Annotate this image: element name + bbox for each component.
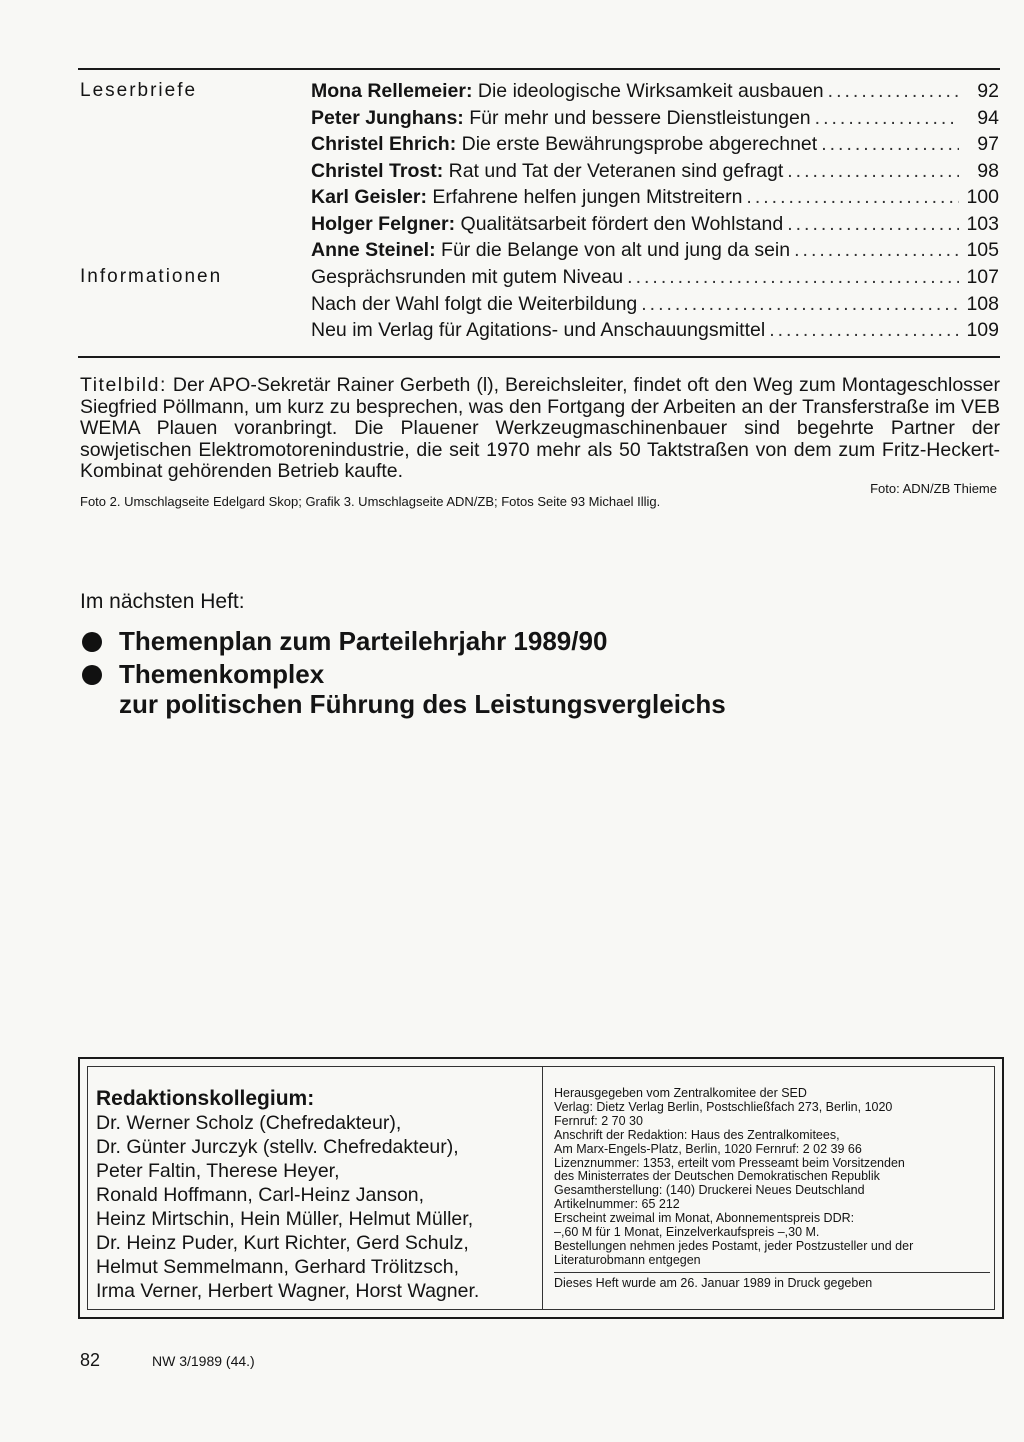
toc-leader-dots <box>815 107 959 130</box>
toc-entry-title: Qualitätsarbeit fördert den Wohlstand <box>460 212 784 235</box>
issue-reference: NW 3/1989 (44.) <box>152 1353 255 1369</box>
toc-entry <box>311 266 999 293</box>
next-issue-item <box>80 659 726 719</box>
toc-entry-author: Mona Rellemeier: <box>311 80 473 102</box>
toc-entry-author: Peter Junghans: <box>311 106 464 129</box>
toc-entry <box>311 160 999 187</box>
toc-entry-author: Karl Geisler: <box>311 186 427 208</box>
editorial-board-line: Irma Verner, Herbert Wagner, Horst Wagner. <box>96 1280 480 1302</box>
toc-entry <box>311 133 999 160</box>
imprint-line: Verlag: Dietz Verlag Berlin, Postschließfach 273, Berlin, 1020 <box>554 1099 893 1114</box>
toc-entry <box>311 186 999 213</box>
toc-entry-title: Nach der Wahl folgt die Weiterbildung <box>311 292 638 315</box>
imprint-separator <box>554 1272 990 1273</box>
toc-entry-text <box>311 319 765 342</box>
bullet-icon <box>82 632 102 652</box>
toc-leader-dots <box>794 239 959 262</box>
toc-entry-text <box>311 213 783 236</box>
toc-entry-page: 109 <box>966 319 999 341</box>
caption-rule <box>78 356 1000 358</box>
section-label-leserbriefe: Leserbriefe <box>80 80 198 101</box>
imprint-line: Anschrift der Redaktion: Haus des Zentralkomitees, <box>554 1127 840 1142</box>
toc-entry-title: Die ideologische Wirksamkeit ausbauen <box>477 80 824 102</box>
toc-entry-page: 103 <box>966 212 999 235</box>
photo-credit: Foto: ADN/ZB Thieme <box>870 481 997 496</box>
toc-entry-text <box>311 266 623 289</box>
toc-leader-dots <box>641 293 959 316</box>
toc-entry-title: Für die Belange von alt und jung da sein <box>441 239 791 261</box>
toc-entry-text <box>311 80 824 103</box>
masthead-inner-frame <box>87 1066 995 1310</box>
cover-caption <box>80 375 1000 483</box>
toc-entry-title: Rat und Tat der Veteranen sind gefragt <box>448 159 784 182</box>
toc-leader-dots <box>769 319 959 342</box>
toc-entry-text <box>311 293 637 316</box>
imprint-line: Bestellungen nehmen jedes Postamt, jeder Postzusteller und der <box>554 1238 914 1253</box>
toc-entry-title: Erfahrene helfen jungen Mitstreitern <box>432 186 743 208</box>
toc-entry-page: 92 <box>977 80 999 102</box>
toc-leader-dots <box>746 186 959 209</box>
section-label-informationen: Informationen <box>80 266 223 287</box>
toc-entry-author: Holger Felgner: <box>311 212 456 235</box>
imprint <box>554 1087 990 1291</box>
imprint-line: Artikelnummer: 65 212 <box>554 1197 680 1212</box>
masthead-box <box>78 1057 1004 1319</box>
toc-leader-dots <box>787 213 959 236</box>
toc-entry-title: Gesprächsrunden mit gutem Niveau <box>311 266 624 288</box>
imprint-line: Lizenznummer: 1353, erteilt vom Presseamt beim Vorsitzenden <box>554 1155 905 1170</box>
editorial-board-line: Dr. Günter Jurczyk (stellv. Chefredakteur), <box>96 1136 459 1158</box>
toc-leserbriefe <box>311 80 999 266</box>
toc-entry <box>311 213 999 240</box>
page-number: 82 <box>80 1350 101 1370</box>
toc-entry-page: 105 <box>966 239 999 261</box>
caption-lead: Titelbild: <box>80 374 167 396</box>
print-date: Dieses Heft wurde am 26. Januar 1989 in Druck gegeben <box>554 1275 873 1290</box>
toc-entry-title: Die erste Bewährungsprobe abgerechnet <box>461 133 818 155</box>
toc-entry-author: Anne Steinel: <box>311 239 436 261</box>
toc-entry <box>311 80 999 107</box>
toc-leader-dots <box>828 80 959 103</box>
editorial-board-heading: Redaktionskollegium: <box>96 1087 315 1110</box>
toc-entry-title: Neu im Verlag für Agitations- und Anschauungsmittel <box>311 319 766 341</box>
other-credits: Foto 2. Umschlagseite Edelgard Skop; Grafik 3. Umschlagseite ADN/ZB; Fotos Seite 93 Michael Illig. <box>80 494 661 509</box>
masthead-divider <box>542 1067 543 1309</box>
toc-entry-page: 100 <box>966 186 999 208</box>
toc-entry-text <box>311 160 783 183</box>
imprint-line: des Ministerrates der Deutschen Demokratischen Republik <box>554 1169 880 1184</box>
toc-entry-author: Christel Trost: <box>311 159 444 182</box>
toc-entry-text <box>311 186 742 209</box>
imprint-line: –,60 M für 1 Monat, Einzelverkaufspreis –,30 M. <box>554 1225 820 1240</box>
toc-entry-page: 98 <box>977 159 999 182</box>
toc-entry-text <box>311 107 811 130</box>
imprint-line: Herausgegeben vom Zentralkomitee der SED <box>554 1086 807 1100</box>
imprint-line: Erscheint zweimal im Monat, Abonnementspreis DDR: <box>554 1211 855 1226</box>
next-issue-item-text: Themenkomplex zur politischen Führung des Leistungsvergleichs <box>119 659 726 719</box>
toc-leader-dots <box>627 266 959 289</box>
editorial-board-members <box>96 1111 536 1303</box>
toc-leader-dots <box>821 133 959 156</box>
next-issue-item-text: Themenplan zum Parteilehrjahr 1989/90 <box>119 626 608 656</box>
toc-entry-page: 94 <box>977 106 999 129</box>
toc-entry-page: 97 <box>977 133 999 155</box>
toc-entry-page: 107 <box>966 266 999 288</box>
imprint-line: Literaturobmann entgegen <box>554 1252 701 1267</box>
toc-entry-author: Christel Ehrich: <box>311 133 457 155</box>
editorial-board-line: Dr. Werner Scholz (Chefredakteur), <box>96 1112 402 1134</box>
toc-entry <box>311 239 999 266</box>
editorial-board-line: Peter Faltin, Therese Heyer, <box>96 1160 340 1182</box>
toc-informationen <box>311 266 999 346</box>
toc-leader-dots <box>787 160 959 183</box>
next-issue-label: Im nächsten Heft: <box>80 590 245 613</box>
imprint-line: Gesamtherstellung: (140) Druckerei Neues Deutschland <box>554 1183 865 1198</box>
editorial-board <box>96 1087 536 1303</box>
toc-entry <box>311 319 999 346</box>
editorial-board-line: Ronald Hoffmann, Carl-Heinz Janson, <box>96 1184 425 1206</box>
toc-entry-text <box>311 133 817 156</box>
toc-entry-page: 108 <box>966 292 999 315</box>
editorial-board-line: Helmut Semmelmann, Gerhard Trölitzsch, <box>96 1256 460 1278</box>
next-issue-item <box>80 626 726 656</box>
imprint-lines <box>554 1087 990 1268</box>
top-rule <box>78 68 1000 70</box>
bullet-icon <box>82 665 102 685</box>
toc-entry <box>311 107 999 134</box>
toc-entry <box>311 293 999 320</box>
toc-entry-title: Für mehr und bessere Dienstleistungen <box>469 106 811 129</box>
next-issue-list <box>80 626 726 722</box>
caption-text: Der APO-Sekretär Rainer Gerbeth (l), Bereichsleiter, findet oft den Weg zum Montageschlosser Siegfried Pöllmann, um kurz zu besprechen, was den Fortgang der Arbeiten an der Transferstraße im VEB WEMA Plauen voranbringt. Die Plauener Werkzeugmaschinenbauer sind begehrte Partner der sowjetischen Elektromotorenindustrie, die seit 1970 mehr als 50 Taktstraßen von dem zum Fritz-Heckert-Kombinat gehörenden Betrieb kaufte. <box>80 374 1001 482</box>
imprint-line: Fernruf: 2 70 30 <box>554 1113 643 1128</box>
toc-entry-text <box>311 239 790 262</box>
editorial-board-line: Dr. Heinz Puder, Kurt Richter, Gerd Schulz, <box>96 1232 469 1254</box>
imprint-line: Am Marx-Engels-Platz, Berlin, 1020 Fernruf: 2 02 39 66 <box>554 1141 862 1156</box>
editorial-board-line: Heinz Mirtschin, Hein Müller, Helmut Müller, <box>96 1208 474 1230</box>
